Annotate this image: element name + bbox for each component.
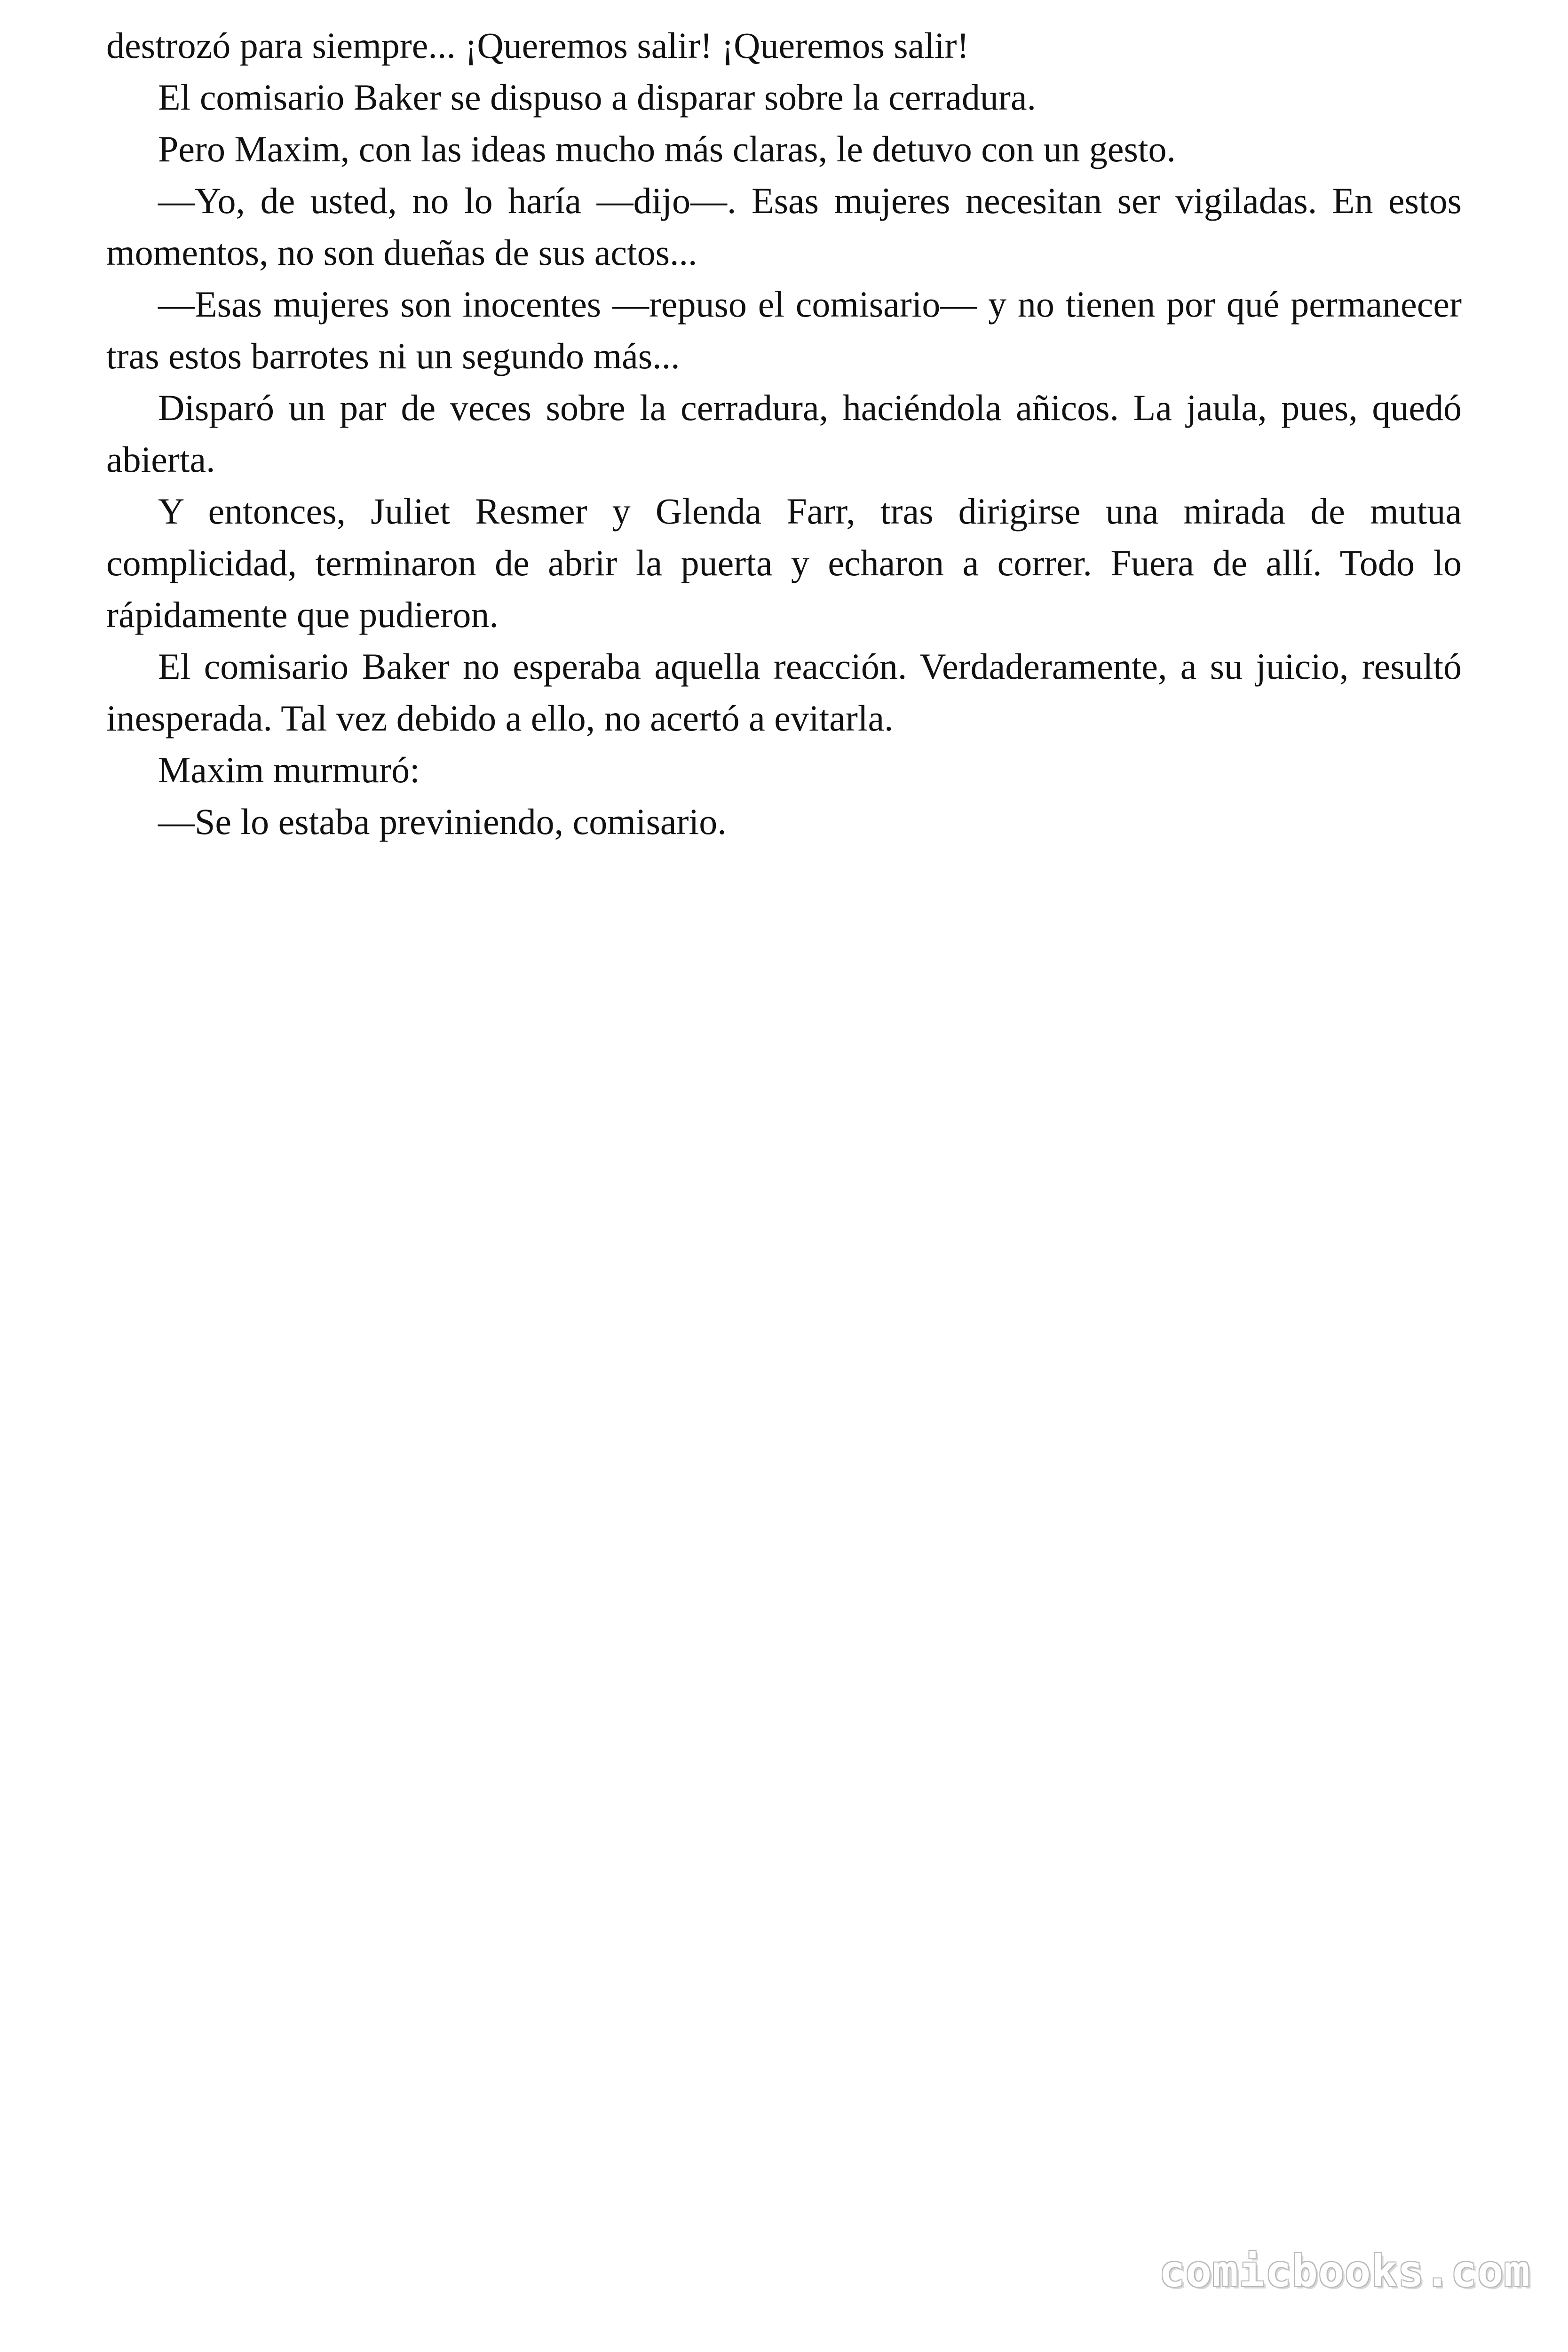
paragraph-6: Disparó un par de veces sobre la cerradura, haciéndola añicos. La jaula, pues, quedó abierta. (106, 387, 1462, 480)
paragraph-5: —Esas mujeres son inocentes —repuso el comisario— y no tienen por qué permanecer tras estos barrotes ni un segundo más... (106, 284, 1462, 376)
paragraph-10: —Se lo estaba previniendo, comisario. (158, 801, 727, 842)
paragraph-9: Maxim murmuró: (158, 749, 420, 790)
paragraph-7: Y entonces, Juliet Resmer y Glenda Farr, tras dirigirse una mirada de mutua complicidad, terminaron de abrir la puerta y echaron a correr. Fuera de allí. Todo lo rápidamente que pudieron. (106, 491, 1462, 635)
paragraph-3: Pero Maxim, con las ideas mucho más claras, le detuvo con un gesto. (158, 128, 1176, 169)
watermark: comicbooks.com (1159, 2246, 1530, 2296)
page-text (106, 20, 1462, 848)
paragraph-2: El comisario Baker se dispuso a disparar sobre la cerradura. (158, 77, 1036, 118)
paragraph-1: destrozó para siempre... ¡Queremos salir! ¡Queremos salir! (106, 25, 969, 66)
paragraph-4: —Yo, de usted, no lo haría —dijo—. Esas mujeres necesitan ser vigiladas. En estos momentos, no son dueñas de sus actos... (106, 180, 1462, 273)
paragraph-8: El comisario Baker no esperaba aquella reacción. Verdaderamente, a su juicio, resultó inesperada. Tal vez debido a ello, no acertó a evitarla. (106, 646, 1462, 739)
